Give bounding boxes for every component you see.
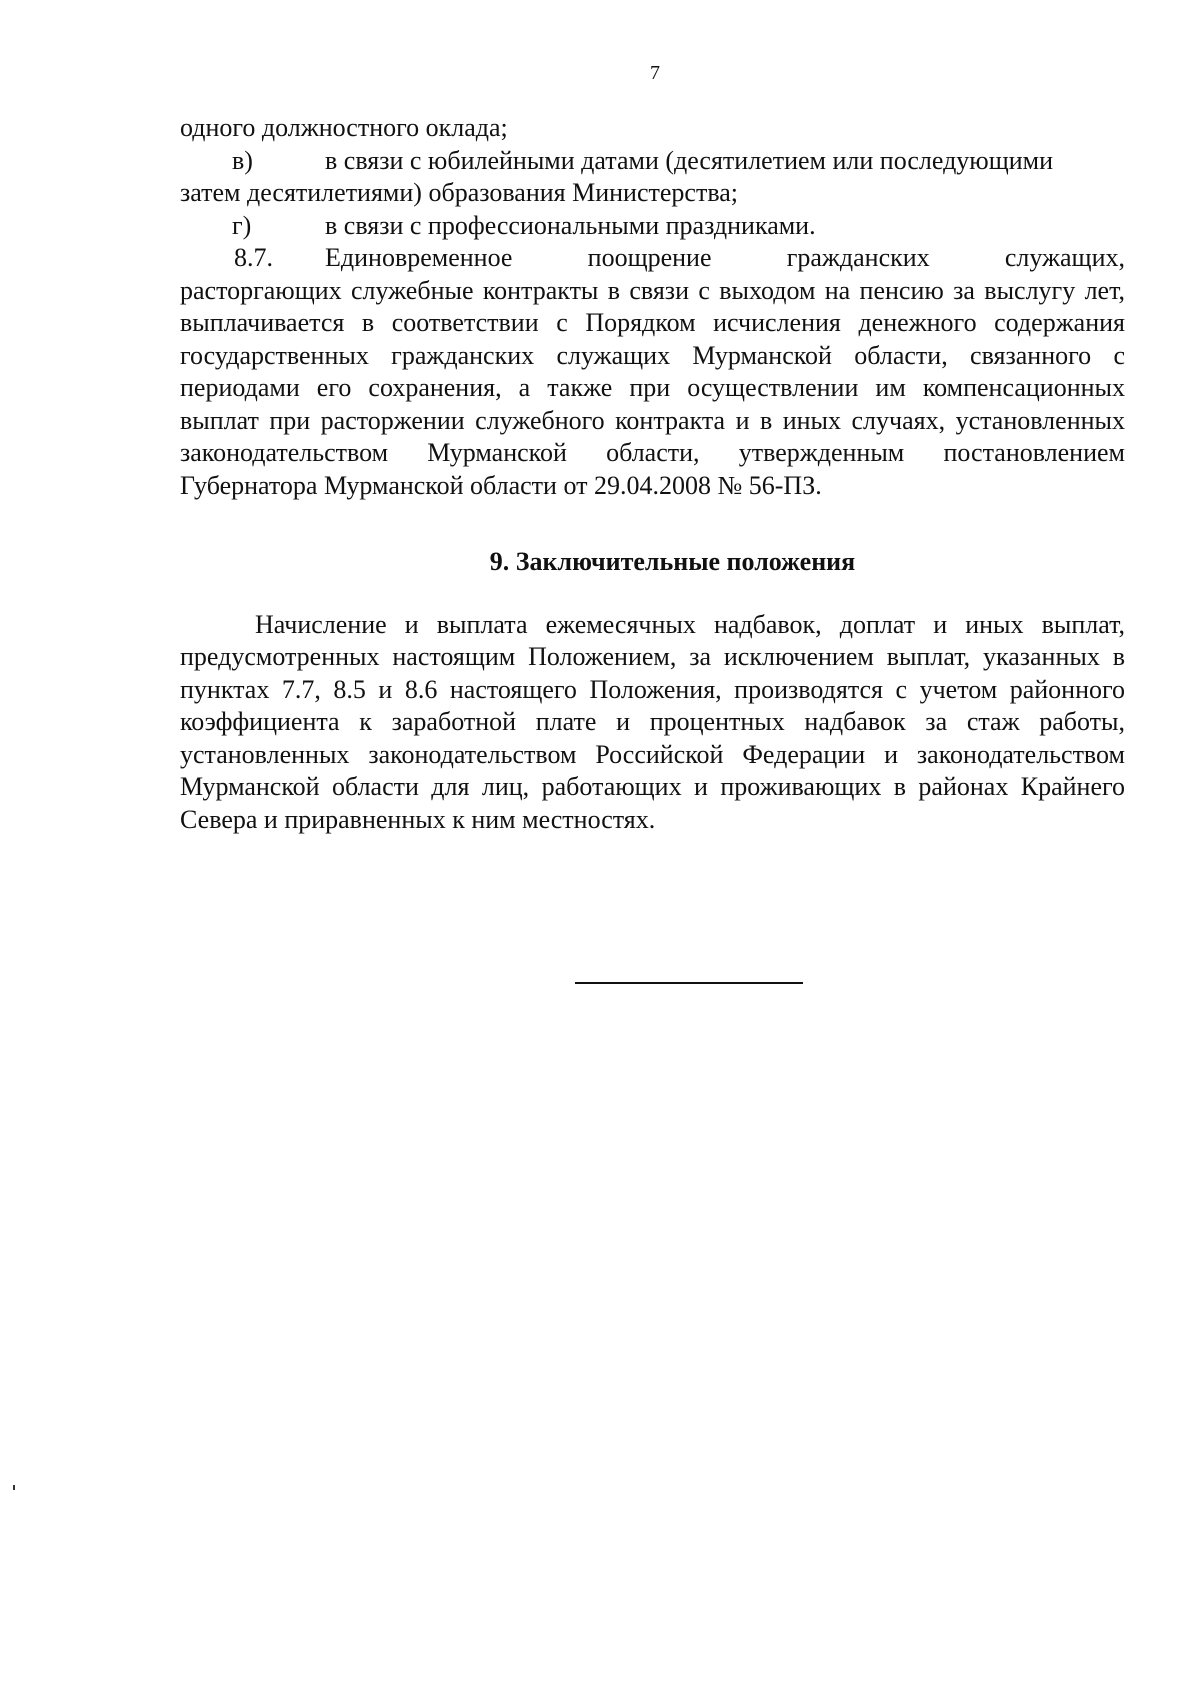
point-8-7 (180, 242, 1125, 275)
scan-speck (13, 1485, 15, 1490)
list-item-text: в связи с юбилейными датами (десятилетием или последующими (325, 145, 1054, 175)
list-item-marker: г) (232, 210, 252, 240)
list-item-v (180, 145, 1125, 178)
list-item-marker: в) (232, 145, 253, 175)
list-item-continuation: затем десятилетиями) образования Министерства; (180, 178, 739, 207)
document-body (180, 112, 1125, 836)
point-text: расторгающих служебные контракты в связи с выходом на пенсию за выслугу лет, выплачивается в соответствии с Порядком исчисления денежного содержания государственных гражданских служащих Мурманской области, связанного с периодами его сохранения, а также при осуществлении им компенсационных выплат при расторжении служебного контракта и в иных случаях, установленных законодательством Мурманской области, утвержденным постановлением Губернатора Мурманской области от 29.04.2008 № 56-ПЗ. (180, 275, 1125, 500)
list-item-g (180, 210, 1125, 243)
point-text-first-line: Единовременное поощрение гражданских служащих, (325, 243, 1125, 272)
page-number: 7 (650, 62, 660, 84)
section-paragraph: Начисление и выплата ежемесячных надбавок, доплат и иных выплат, предусмотренных настоящим Положением, за исключением выплат, указанных в пунктах 7.7, 8.5 и 8.6 настоящего Положения, производятся с учетом районного коэффициента к заработной плате и процентных надбавок за стаж работы, установленных законодательством Российской Федерации и законодательством Мурманской области для лиц, работающих и проживающих в районах Крайнего Севера и приравненных к ним местностях. (180, 609, 1125, 834)
section-heading: 9. Заключительные положения (489, 547, 856, 576)
list-item-text: в связи с профессиональными праздниками. (325, 210, 816, 240)
point-marker: 8.7. (234, 243, 273, 272)
continuation-line: одного должностного оклада; (180, 113, 508, 142)
end-rule (575, 982, 803, 984)
